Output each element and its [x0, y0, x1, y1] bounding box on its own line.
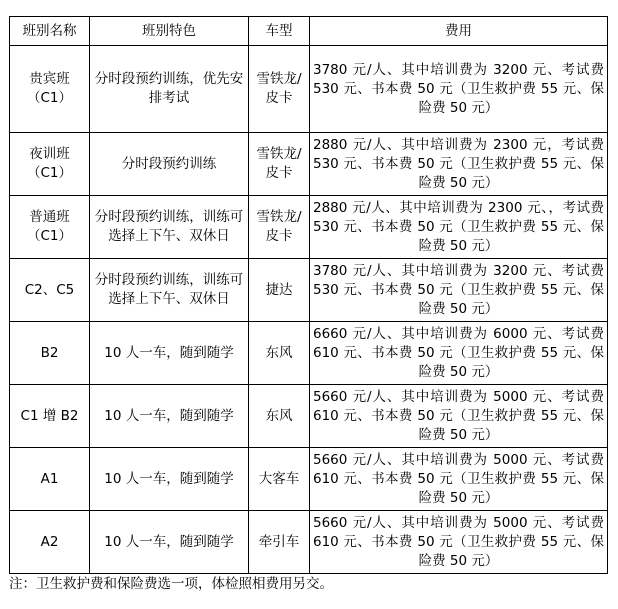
class-name-cell: C1 增 B2 — [10, 385, 90, 448]
table-row — [10, 322, 608, 385]
fee-cell: 2880 元/人、其中培训费为 2300 元，考试费 530 元、书本费 50 元（卫生救护费 55 元、保险费 50 元） — [310, 133, 608, 196]
car-model-cell: 东风 — [249, 385, 310, 448]
car-model-cell: 雪铁龙/皮卡 — [249, 46, 310, 133]
header-row — [10, 17, 608, 46]
class-feature-cell: 分时段预约训练，训练可选择上下午、双休日 — [90, 196, 249, 259]
class-name-cell: A1 — [10, 448, 90, 511]
class-feature-cell: 10 人一车，随到随学 — [90, 511, 249, 574]
fee-table — [9, 16, 608, 574]
class-name-cell: A2 — [10, 511, 90, 574]
header-class-feature: 班别特色 — [90, 17, 249, 46]
car-model-cell: 捷达 — [249, 259, 310, 322]
car-model-cell: 雪铁龙/皮卡 — [249, 133, 310, 196]
table-row — [10, 196, 608, 259]
car-model-cell: 大客车 — [249, 448, 310, 511]
class-name-cell: 普通班（C1） — [10, 196, 90, 259]
header-class-name: 班别名称 — [10, 17, 90, 46]
class-feature-cell: 分时段预约训练 — [90, 133, 249, 196]
fee-cell: 3780 元/人、其中培训费为 3200 元、考试费 530 元、书本费 50 元（卫生救护费 55 元、保险费 50 元） — [310, 259, 608, 322]
class-feature-cell: 分时段预约训练，训练可选择上下午、双休日 — [90, 259, 249, 322]
fee-cell: 3780 元/人、其中培训费为 3200 元、考试费 530 元、书本费 50 元（卫生救护费 55 元、保险费 50 元） — [310, 46, 608, 133]
fee-cell: 6660 元/人、其中培训费为 6000 元、考试费 610 元、书本费 50 元（卫生救护费 55 元、保险费 50 元） — [310, 322, 608, 385]
header-fee: 费用 — [310, 17, 608, 46]
class-name-cell: 夜训班（C1） — [10, 133, 90, 196]
class-name-cell: C2、C5 — [10, 259, 90, 322]
table-row — [10, 46, 608, 133]
class-feature-cell: 分时段预约训练，优先安排考试 — [90, 46, 249, 133]
fee-cell: 2880 元/人、其中培训费为 2300 元、，考试费 530 元、书本费 50 元（卫生救护费 55 元、保险费 50 元） — [310, 196, 608, 259]
car-model-cell: 东风 — [249, 322, 310, 385]
table-row — [10, 259, 608, 322]
class-feature-cell: 10 人一车，随到随学 — [90, 385, 249, 448]
fee-cell: 5660 元/人、其中培训费为 5000 元、考试费 610 元、书本费 50 元（卫生救护费 55 元、保险费 50 元） — [310, 511, 608, 574]
footnote: 注：卫生救护费和保险费选一项，体检照相费用另交。 — [9, 576, 333, 592]
header-car-model: 车型 — [249, 17, 310, 46]
table-row — [10, 511, 608, 574]
class-name-cell: B2 — [10, 322, 90, 385]
table-row — [10, 133, 608, 196]
table-row — [10, 448, 608, 511]
class-feature-cell: 10 人一车，随到随学 — [90, 322, 249, 385]
table-row — [10, 385, 608, 448]
car-model-cell: 牵引车 — [249, 511, 310, 574]
fee-cell: 5660 元/人、其中培训费为 5000 元、考试费 610 元、书本费 50 元（卫生救护费 55 元、保险费 50 元） — [310, 448, 608, 511]
fee-cell: 5660 元/人、其中培训费为 5000 元、考试费 610 元、书本费 50 元（卫生救护费 55 元、保险费 50 元） — [310, 385, 608, 448]
class-feature-cell: 10 人一车，随到随学 — [90, 448, 249, 511]
class-name-cell: 贵宾班（C1） — [10, 46, 90, 133]
car-model-cell: 雪铁龙/皮卡 — [249, 196, 310, 259]
